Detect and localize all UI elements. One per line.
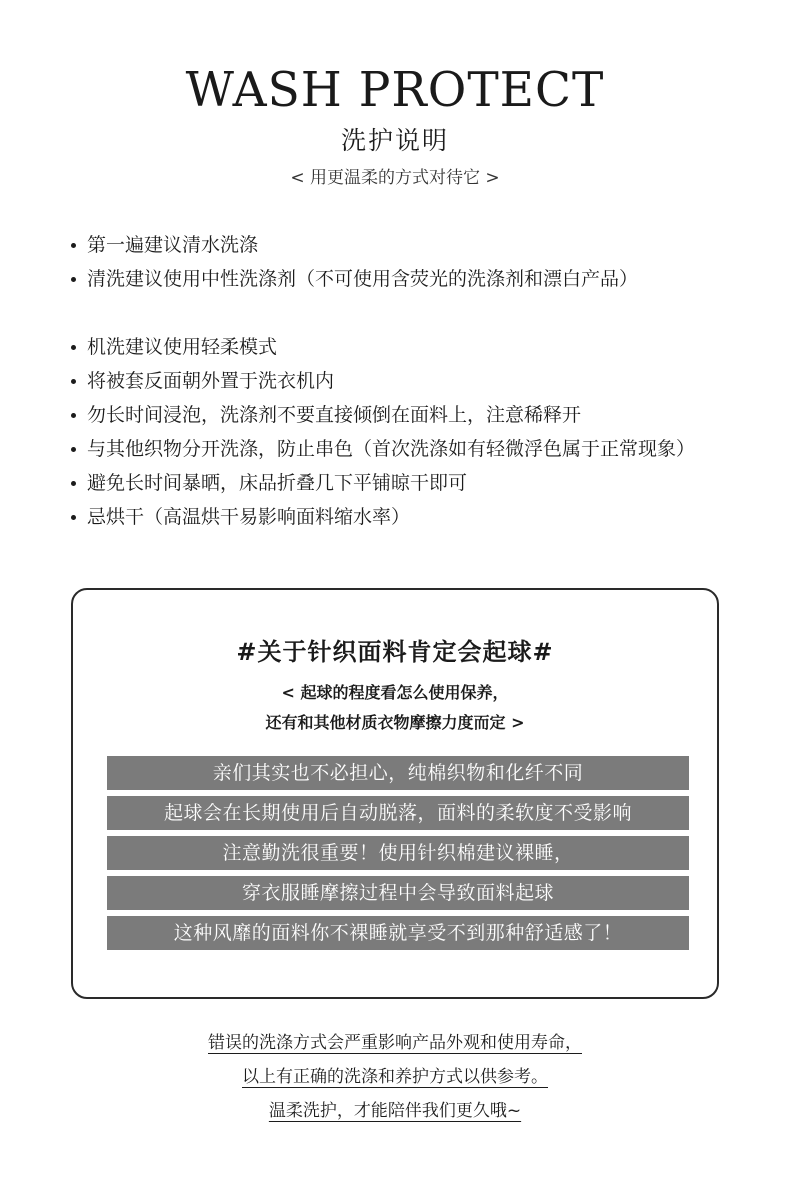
bullet-icon (71, 345, 76, 350)
bullet-icon (71, 277, 76, 282)
care-note: 机洗建议使用轻柔模式 (70, 330, 750, 364)
card-title: #关于针织面料肯定会起球# (236, 638, 554, 666)
care-note: 与其他织物分开洗涤，防止串色（首次洗涤如有轻微浮色属于正常现象） (70, 432, 750, 466)
page-title-english: WASH PROTECT (185, 62, 605, 118)
footer-notice (0, 1026, 790, 1128)
bullet-icon (71, 481, 76, 486)
care-note: 勿长时间浸泡，洗涤剂不要直接倾倒在面料上，注意稀释开 (70, 398, 750, 432)
care-note: 避免长时间暴晒，床品折叠几下平铺晾干即可 (70, 466, 750, 500)
info-bar: 这种风靡的面料你不裸睡就享受不到那种舒适感了！ (107, 916, 689, 950)
info-bars (107, 756, 689, 956)
info-bar: 注意勤洗很重要！使用针织棉建议裸睡， (107, 836, 689, 870)
care-note: 忌烘干（高温烘干易影响面料缩水率） (70, 500, 750, 534)
info-bar: 穿衣服睡摩擦过程中会导致面料起球 (107, 876, 689, 910)
pilling-info-card (71, 588, 719, 999)
info-bar: 亲们其实也不必担心，纯棉织物和化纤不同 (107, 756, 689, 790)
footer-line-1: 错误的洗涤方式会严重影响产品外观和使用寿命， (208, 1033, 582, 1053)
footer-line-2: 以上有正确的洗涤和养护方式以供参考。 (242, 1067, 548, 1087)
card-subtitle-line-2: 还有和其他材质衣物摩擦力度而定 > (265, 713, 525, 732)
footer-line-3: 温柔洗护，才能陪伴我们更久哦~ (268, 1101, 522, 1121)
card-subtitle-line-1: < 起球的程度看怎么使用保养， (281, 683, 509, 702)
care-notes-group-1 (70, 228, 750, 296)
bullet-icon (71, 379, 76, 384)
care-note: 清洗建议使用中性洗涤剂（不可使用含荧光的洗涤剂和漂白产品） (70, 262, 750, 296)
bullet-icon (71, 413, 76, 418)
header (0, 62, 790, 190)
bullet-icon (71, 515, 76, 520)
care-note: 将被套反面朝外置于洗衣机内 (70, 364, 750, 398)
care-notes-group-2 (70, 330, 750, 534)
care-note: 第一遍建议清水洗涤 (70, 228, 750, 262)
card-subtitle (73, 678, 717, 738)
page-title-chinese: 洗护说明 (340, 126, 449, 155)
page-subtitle: < 用更温柔的方式对待它 > (290, 168, 500, 188)
bullet-icon (71, 243, 76, 248)
info-bar: 起球会在长期使用后自动脱落，面料的柔软度不受影响 (107, 796, 689, 830)
bullet-icon (71, 447, 76, 452)
